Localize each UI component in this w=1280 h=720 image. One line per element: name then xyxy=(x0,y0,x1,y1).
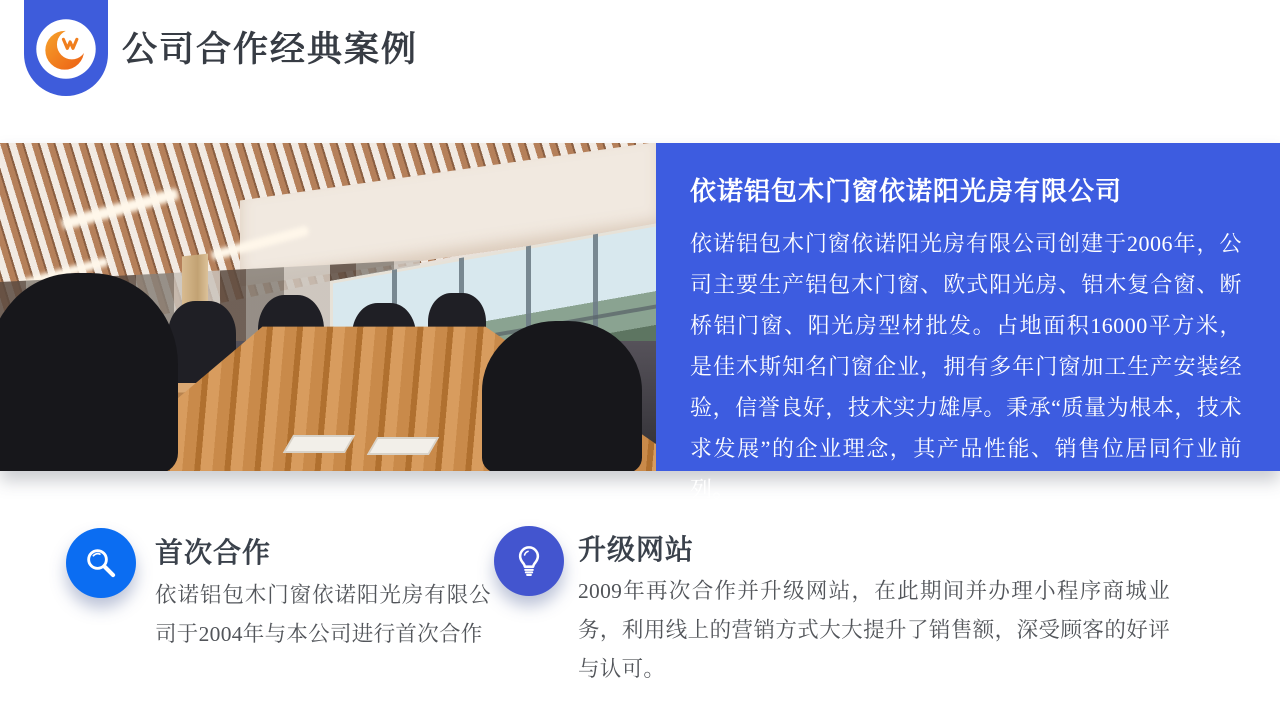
company-description: 依诺铝包木门窗依诺阳光房有限公司创建于2006年，公司主要生产铝包木门窗、欧式阳光房、铝木复合窗、断桥铝门窗、阳光房型材批发。占地面积16000平方米，是佳木斯知名门窗企业，拥有多年门窗加工生产安装经验，信誉良好，技术实力雄厚。秉承“质量为根本，技术求发展”的企业理念，其产品性能、销售位居同行业前列。 xyxy=(690,231,1242,502)
photo-chair xyxy=(482,321,642,471)
page-title: 公司合作经典案例 xyxy=(122,30,419,69)
lightbulb-icon xyxy=(494,526,564,596)
feature-title-website-upgrade: 升级网站 xyxy=(578,535,695,566)
content-strip xyxy=(0,143,1280,502)
photo-chair xyxy=(0,273,178,471)
feature-body-website-upgrade: 2009年再次合作并升级网站，在此期间并办理小程序商城业务，利用线上的营销方式大大提升了销售额，深受顾客的好评与认可。 xyxy=(578,579,1170,681)
feature-body-first-cooperation: 依诺铝包木门窗依诺阳光房有限公司于2004年与本公司进行首次合作 xyxy=(155,583,491,646)
company-name-heading: 依诺铝包木门窗依诺阳光房有限公司 xyxy=(690,177,1123,206)
office-photo xyxy=(0,143,656,471)
header-logo-badge xyxy=(24,0,108,96)
photo-cable-tray xyxy=(283,435,355,453)
feature-title-first-cooperation: 首次合作 xyxy=(155,538,272,569)
photo-cable-tray xyxy=(367,437,439,455)
company-intro-panel xyxy=(656,143,1280,502)
company-logo-icon xyxy=(35,18,97,85)
search-icon xyxy=(66,528,136,598)
